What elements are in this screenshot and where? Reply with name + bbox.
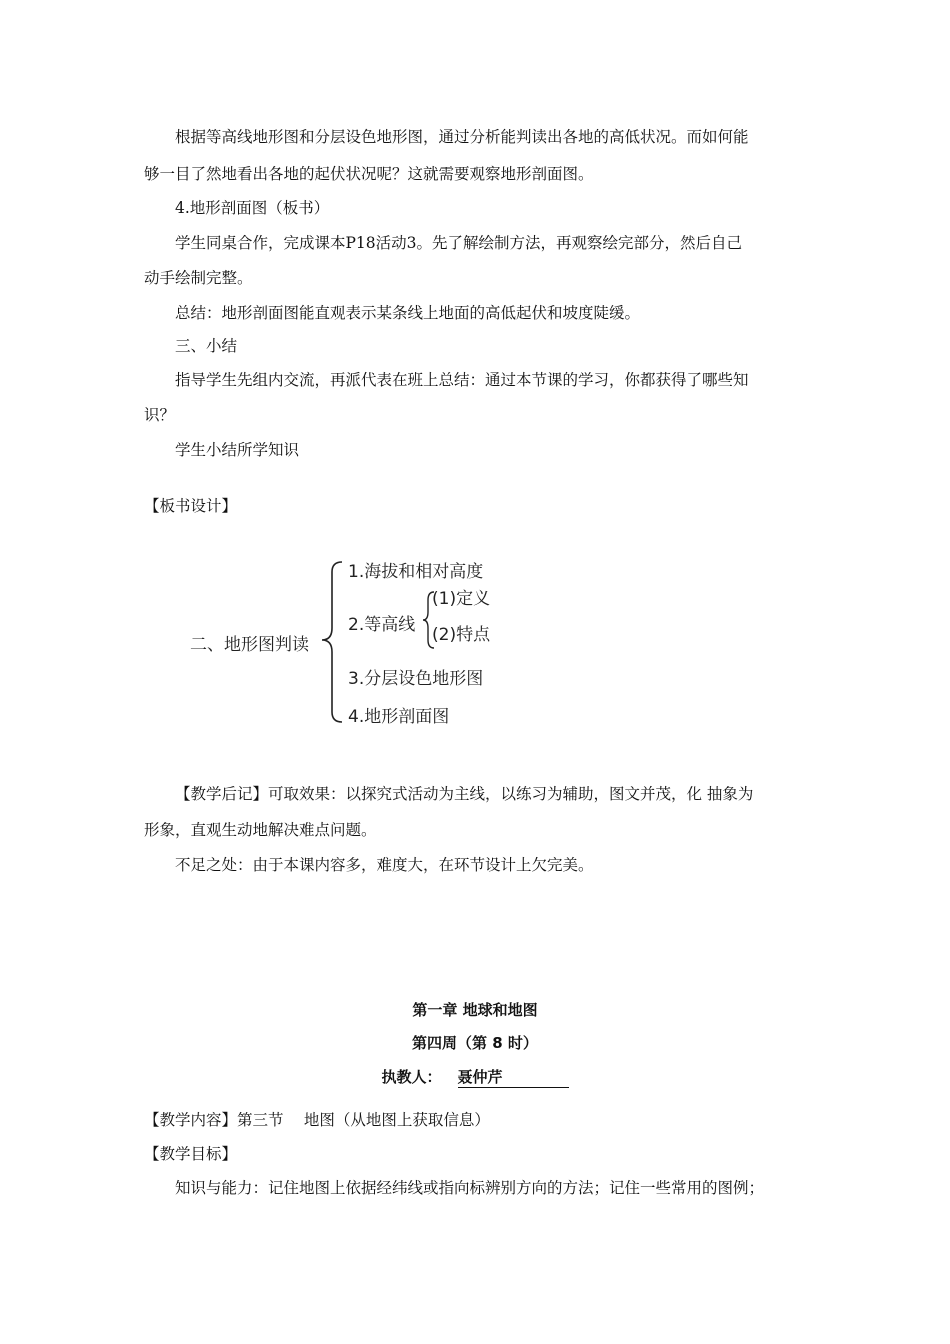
teacher-label: 执教人： — [381, 1068, 442, 1086]
diagram-item-4: 4.地形剖面图 — [348, 707, 450, 727]
main-brace — [322, 562, 342, 722]
goal-line: 知识与能力：记住地图上依据经纬线或指向标辨别方向的方法；记住一些常用的图例； — [175, 1179, 765, 1197]
diagram-root: 二、地形图判读 — [190, 635, 309, 655]
paragraph-line: 根据等高线地形图和分层设色地形图，通过分析能判读出各地的高低状况。而如何能 — [175, 128, 749, 146]
teacher-name: 聂仲芹 — [458, 1067, 569, 1088]
board-design-heading: 【板书设计】 — [144, 497, 238, 515]
diagram-item-2-sub-1: (1)定义 — [432, 589, 491, 609]
paragraph-line: 总结：地形剖面图能直观表示某条线上地面的高低起伏和坡度陡缓。 — [175, 304, 641, 322]
chapter-title: 第一章 地球和地图 — [412, 1001, 538, 1019]
paragraph-line: 学生小结所学知识 — [175, 441, 300, 459]
diagram-item-2: 2.等高线 — [348, 615, 416, 635]
teaching-goals-heading: 【教学目标】 — [144, 1145, 238, 1163]
diagram-item-1: 1.海拔和相对高度 — [348, 562, 484, 582]
diagram-item-2-sub-2: (2)特点 — [432, 625, 491, 645]
reflection-line: 【教学后记】可取效果：以探究式活动为主线，以练习为辅助，图文并茂，化 抽象为 — [175, 785, 754, 803]
week-title: 第四周（第 8 时） — [412, 1034, 538, 1052]
board-design-diagram — [180, 550, 510, 735]
section-heading: 三、小结 — [175, 337, 238, 355]
reflection-line: 不足之处：由于本课内容多，难度大，在环节设计上欠完美。 — [175, 856, 594, 874]
teacher-line — [0, 1067, 950, 1088]
paragraph-line: 够一目了然地看出各地的起伏状况呢？这就需要观察地形剖面图。 — [144, 165, 594, 183]
paragraph-line: 指导学生先组内交流，再派代表在班上总结：通过本节课的学习，你都获得了哪些知 — [175, 371, 749, 389]
paragraph-line: 动手绘制完整。 — [144, 269, 253, 287]
paragraph-line: 学生同桌合作，完成课本P18活动3。先了解绘制方法，再观察绘完部分，然后自己 — [175, 234, 743, 252]
paragraph-line: 识？ — [144, 406, 176, 424]
paragraph-line: 4.地形剖面图（板书） — [175, 199, 330, 217]
diagram-item-3: 3.分层设色地形图 — [348, 669, 484, 689]
teaching-content: 【教学内容】第三节 地图（从地图上获取信息） — [144, 1111, 490, 1129]
reflection-line: 形象，直观生动地解决难点问题。 — [144, 821, 377, 839]
